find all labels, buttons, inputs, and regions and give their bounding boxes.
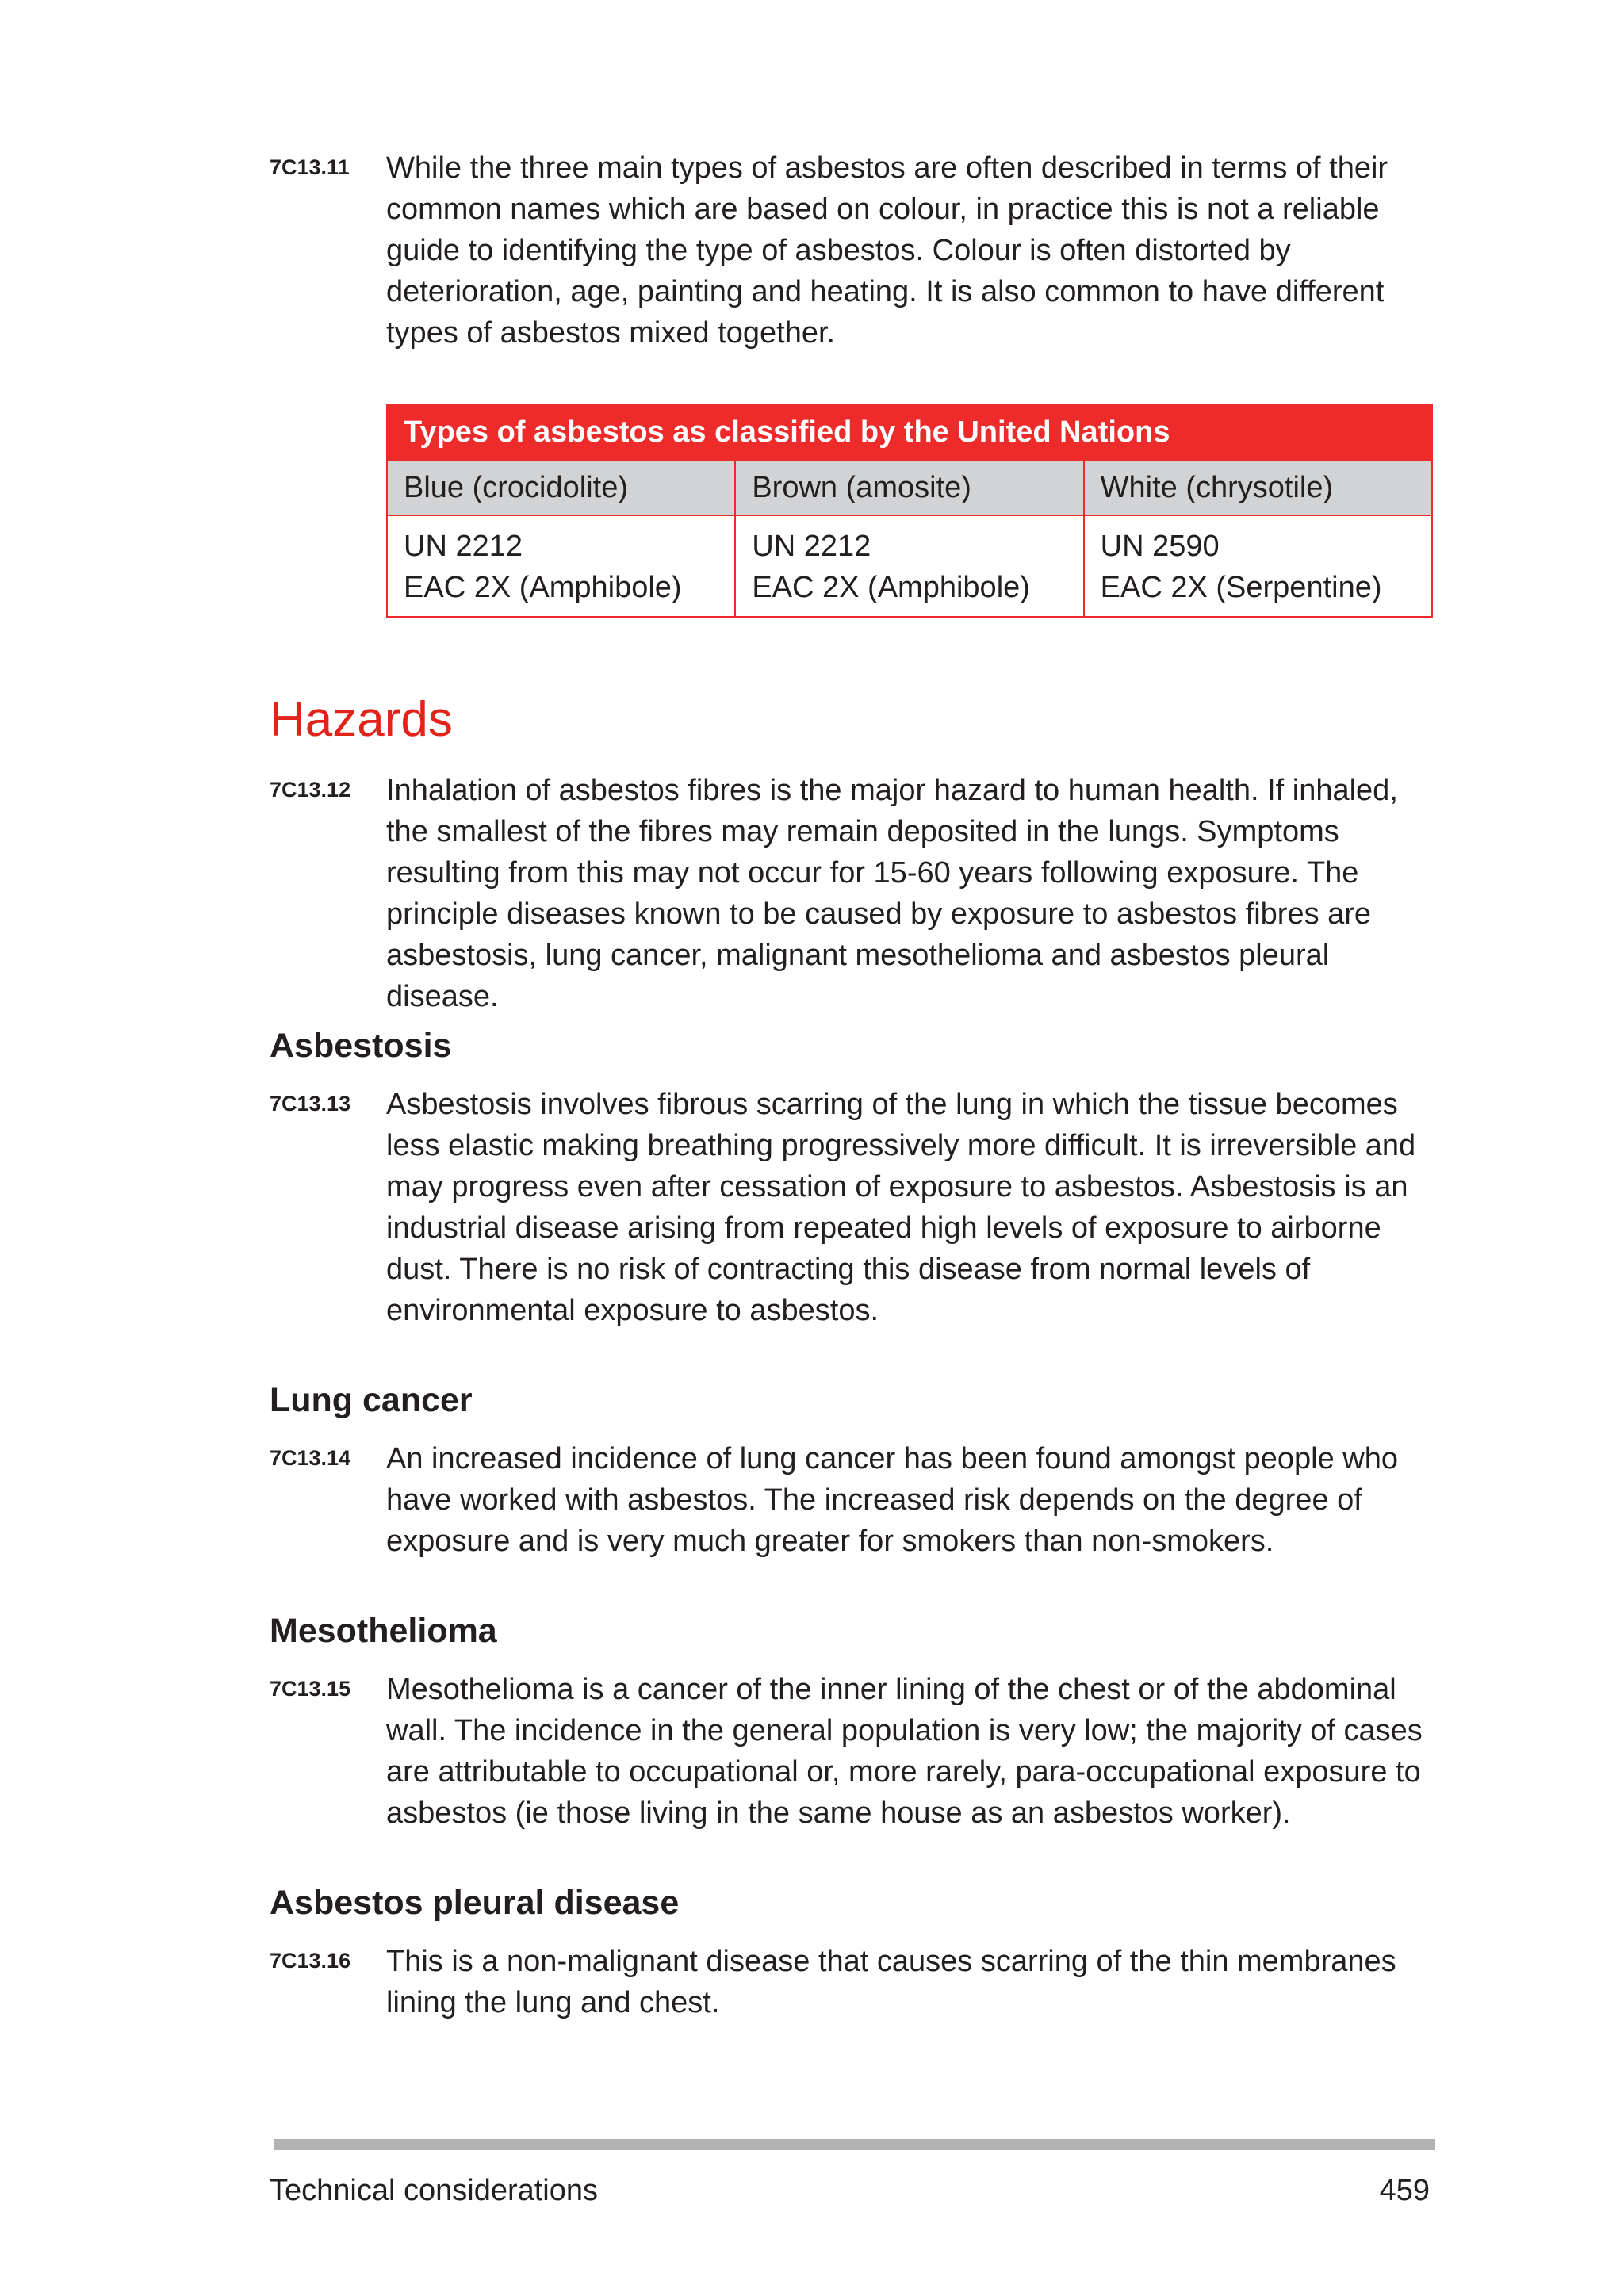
- paragraph-text: Mesothelioma is a cancer of the inner lining of the chest or of the abdominal wall. The incidence in the general population is very low; the majority of cases are attributable to occupational or, more rarely, para-occupational exposure to asbestos (ie those living in the same house as an asbestos worker).: [386, 1673, 1423, 1830]
- paragraph-number: 7C13.11: [270, 155, 350, 179]
- subheading-mesothelioma: Mesothelioma: [270, 1612, 497, 1650]
- asbestos-types-table: [386, 404, 1433, 618]
- paragraph-number: 7C13.16: [270, 1949, 351, 1973]
- paragraph-text: An increased incidence of lung cancer has been found amongst people who have worked with asbestos. The increased risk depends on the degree of exposure and is very much greater for smokers than non-smokers.: [386, 1442, 1398, 1558]
- un-number: UN 2590: [1100, 530, 1220, 563]
- paragraph-7c13-15: [270, 1669, 1443, 1834]
- paragraph-7c13-14: [270, 1438, 1443, 1562]
- paragraph-number: 7C13.13: [270, 1092, 351, 1115]
- paragraph-number: 7C13.15: [270, 1677, 351, 1701]
- paragraph-7c13-16: [270, 1941, 1443, 2023]
- eac-code: EAC 2X (Amphibole): [404, 571, 682, 604]
- table-column-header-white: White (chrysotile): [1084, 460, 1432, 515]
- section-heading-hazards: Hazards: [270, 692, 453, 747]
- table-cell-brown: [735, 515, 1083, 617]
- eac-code: EAC 2X (Amphibole): [752, 571, 1030, 604]
- paragraph-text: Asbestosis involves fibrous scarring of the lung in which the tissue becomes less elastic making breathing progressively more difficult. It is irreversible and may progress even after cessation of exposure to asbestos. Asbestosis is an industrial disease arising from repeated high levels of exposure to airborne dust. There is no risk of contracting this disease from normal levels of environmental exposure to asbestos.: [386, 1088, 1416, 1327]
- table-column-header-brown: Brown (amosite): [735, 460, 1083, 515]
- subheading-lung-cancer: Lung cancer: [270, 1381, 473, 1419]
- un-number: UN 2212: [752, 530, 871, 563]
- eac-code: EAC 2X (Serpentine): [1100, 571, 1382, 604]
- table-row: [387, 515, 1432, 617]
- paragraph-7c13-13: [270, 1084, 1443, 1331]
- un-number: UN 2212: [404, 530, 523, 563]
- paragraph-number: 7C13.14: [270, 1446, 351, 1470]
- subheading-pleural-disease: Asbestos pleural disease: [270, 1884, 680, 1922]
- subheading-asbestosis: Asbestosis: [270, 1027, 452, 1065]
- paragraph-number: 7C13.12: [270, 778, 351, 802]
- paragraph-text: This is a non-malignant disease that causes scarring of the thin membranes lining the lung and chest.: [386, 1945, 1396, 2019]
- table-cell-blue: [387, 515, 735, 617]
- table-cell-white: [1084, 515, 1432, 617]
- page-number: 459: [1379, 2174, 1430, 2207]
- paragraph-text: Inhalation of asbestos fibres is the major hazard to human health. If inhaled, the smallest of the fibres may remain deposited in the lungs. Symptoms resulting from this may not occur for 15-60 years following exposure. The principle diseases known to be caused by exposure to asbestos fibres are asbestosis, lung cancer, malignant mesothelioma and asbestos pleural disease.: [386, 774, 1398, 1013]
- table-caption: Types of asbestos as classified by the United Nations: [387, 404, 1432, 460]
- table-column-header-blue: Blue (crocidolite): [387, 460, 735, 515]
- footer-rule: [274, 2139, 1435, 2150]
- paragraph-text: While the three main types of asbestos are often described in terms of their common names which are based on colour, in practice this is not a reliable guide to identifying the type of asbestos. Colour is often distorted by deterioration, age, painting and heating. It is also common to have different types of asbestos mixed together.: [386, 151, 1388, 350]
- paragraph-7c13-12: [270, 770, 1443, 1017]
- paragraph-7c13-11: [270, 147, 1443, 354]
- footer-section-title: Technical considerations: [270, 2174, 599, 2207]
